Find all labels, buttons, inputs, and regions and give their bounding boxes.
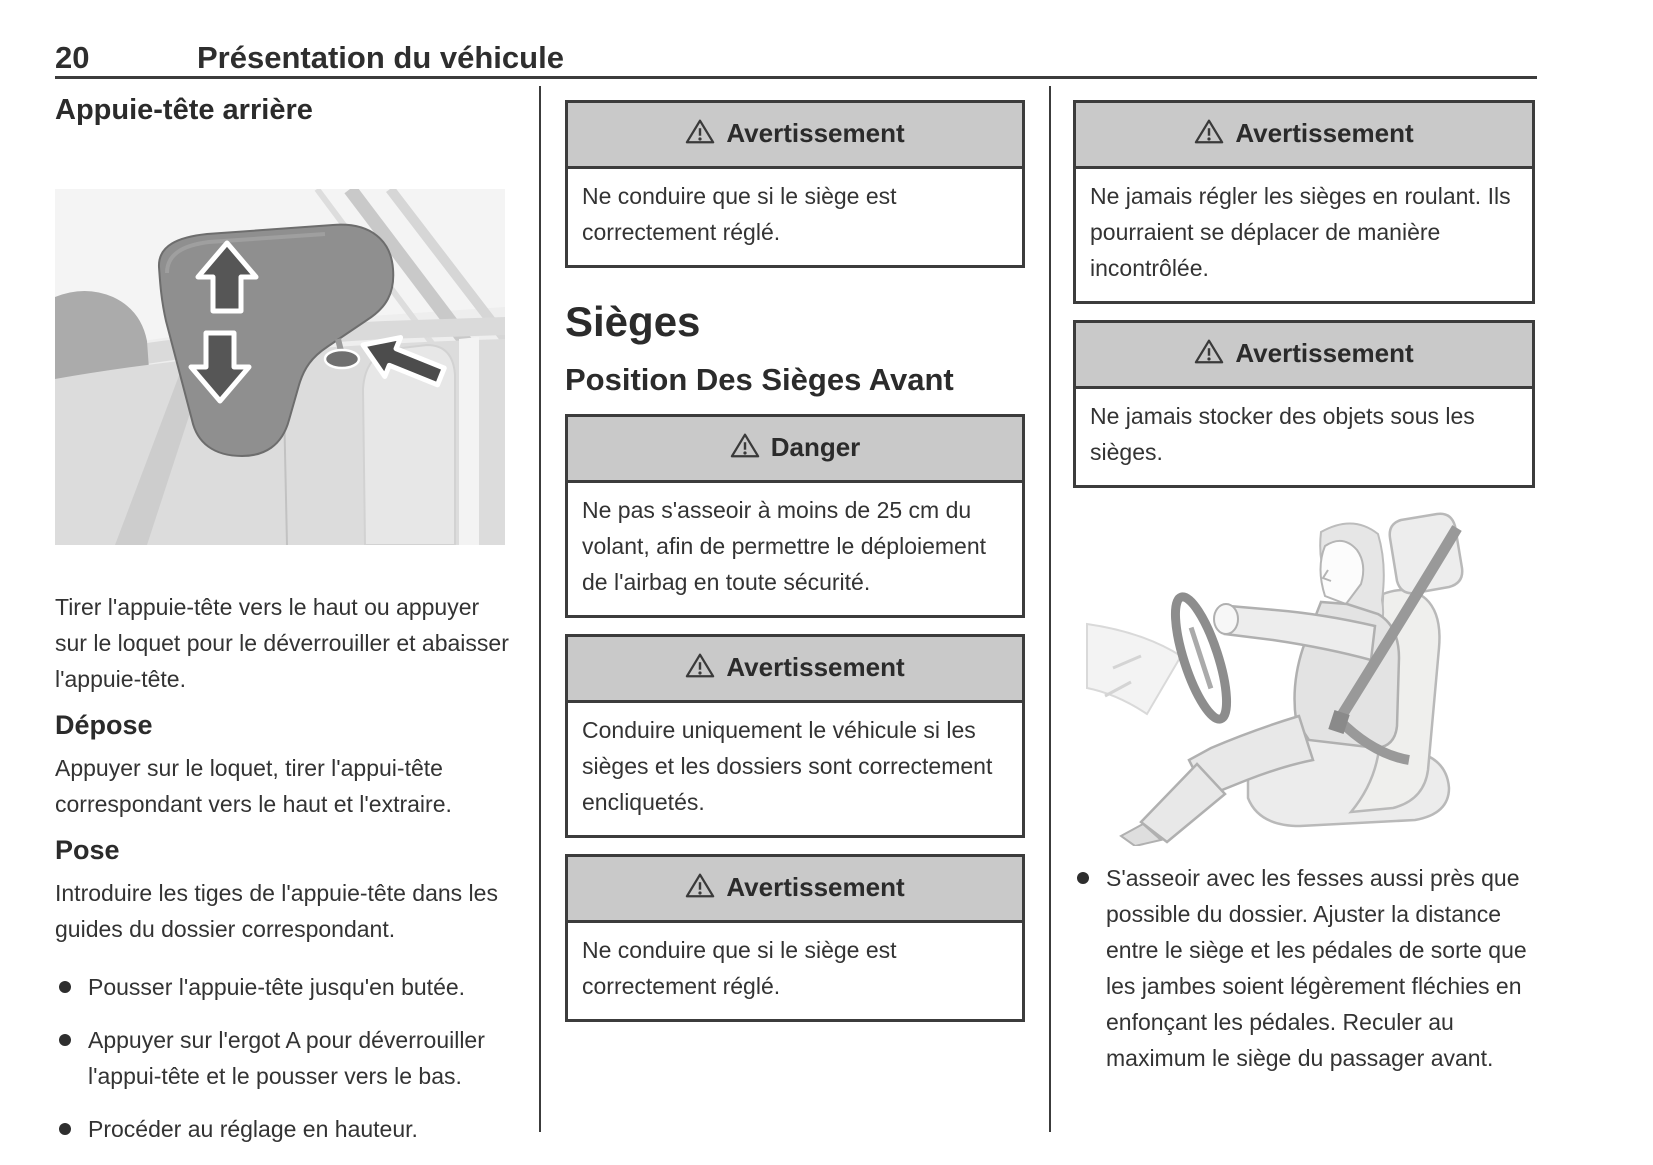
- danger-box-header: [568, 417, 1022, 483]
- danger-box-text: Ne pas s'asseoir à moins de 25 cm du volant, afin de permettre le déploiement de l'airbag en toute sécurité.: [582, 497, 987, 595]
- warning-box-header: [1076, 323, 1532, 389]
- warning-box-title: Avertissement: [726, 872, 905, 902]
- pose-steps-list: [55, 969, 510, 1147]
- paragraph-headrest-adjust: Tirer l'appuie-tête vers le haut ou appuyer sur le loquet pour le déverrouiller et abaisser l'appuie-tête.: [55, 594, 509, 692]
- rear-headrest-illustration: [55, 189, 505, 545]
- warning-triangle-icon: [685, 652, 715, 686]
- latch-knob: [325, 350, 359, 368]
- seating-position-illustration: [1085, 506, 1523, 846]
- subsection-heading-position: Position Des Sièges Avant: [565, 362, 954, 397]
- right-column: [1073, 88, 1535, 1093]
- section-heading-sieges: Sièges: [565, 298, 701, 345]
- warning-box: [565, 634, 1025, 838]
- warning-box-text: Ne jamais régler les sièges en roulant. Ils pourraient se déplacer de manière incontrôlée.: [1090, 183, 1511, 281]
- warning-box-header: [568, 103, 1022, 169]
- warning-triangle-icon: [685, 118, 715, 152]
- warning-box-title: Avertissement: [1235, 118, 1414, 148]
- section-heading-rear-headrest: Appuie-tête arrière: [55, 94, 313, 126]
- subheading-pose: Pose: [55, 835, 120, 865]
- paragraph-pose: Introduire les tiges de l'appuie-tête dans les guides du dossier correspondant.: [55, 880, 498, 942]
- warning-box: [565, 854, 1025, 1022]
- warning-box: [1073, 320, 1535, 488]
- warning-box: [1073, 100, 1535, 304]
- warning-box-header: [568, 857, 1022, 923]
- warning-box-text: Conduire uniquement le véhicule si les sièges et les dossiers sont correctement encliquetés.: [582, 717, 993, 815]
- page-title: Présentation du véhicule: [197, 40, 564, 75]
- list-item: Appuyer sur l'ergot A pour déverrouiller l'appui-tête et le pousser vers le bas.: [55, 1022, 510, 1094]
- warning-box-text: Ne conduire que si le siège est correctement réglé.: [582, 937, 897, 999]
- warning-triangle-icon: [1194, 338, 1224, 372]
- list-item: S'asseoir avec les fesses aussi près que possible du dossier. Ajuster la distance entre le siège et les pédales de sorte que les jambes soient légèrement fléchies en enfonçant les pédales. Reculer au maximum le siège du passager avant.: [1073, 860, 1535, 1076]
- warning-box: [565, 100, 1025, 268]
- warning-box-header: [1076, 103, 1532, 169]
- warning-box-title: Avertissement: [726, 652, 905, 682]
- paragraph-depose: Appuyer sur le loquet, tirer l'appui-tête correspondant vers le haut et l'extraire.: [55, 755, 452, 817]
- subheading-depose: Dépose: [55, 710, 153, 740]
- column-divider: [1049, 86, 1051, 1132]
- warning-box-text: Ne jamais stocker des objets sous les sièges.: [1090, 403, 1475, 465]
- danger-box: [565, 414, 1025, 618]
- warning-triangle-icon: [730, 432, 760, 466]
- warning-box-header: [568, 637, 1022, 703]
- left-column: [55, 88, 510, 1164]
- middle-column: [565, 88, 1025, 1022]
- warning-box-title: Avertissement: [1235, 338, 1414, 368]
- danger-box-title: Danger: [770, 432, 861, 462]
- page-number: 20: [55, 40, 90, 75]
- header-rule: [55, 76, 1537, 79]
- column-divider: [539, 86, 541, 1132]
- warning-box-title: Avertissement: [726, 118, 905, 148]
- warning-triangle-icon: [1194, 118, 1224, 152]
- warning-triangle-icon: [685, 872, 715, 906]
- list-item: Pousser l'appuie-tête jusqu'en butée.: [55, 969, 510, 1005]
- list-item: Procéder au réglage en hauteur.: [55, 1111, 510, 1147]
- seating-instructions-list: [1073, 860, 1535, 1076]
- warning-box-text: Ne conduire que si le siège est correctement réglé.: [582, 183, 897, 245]
